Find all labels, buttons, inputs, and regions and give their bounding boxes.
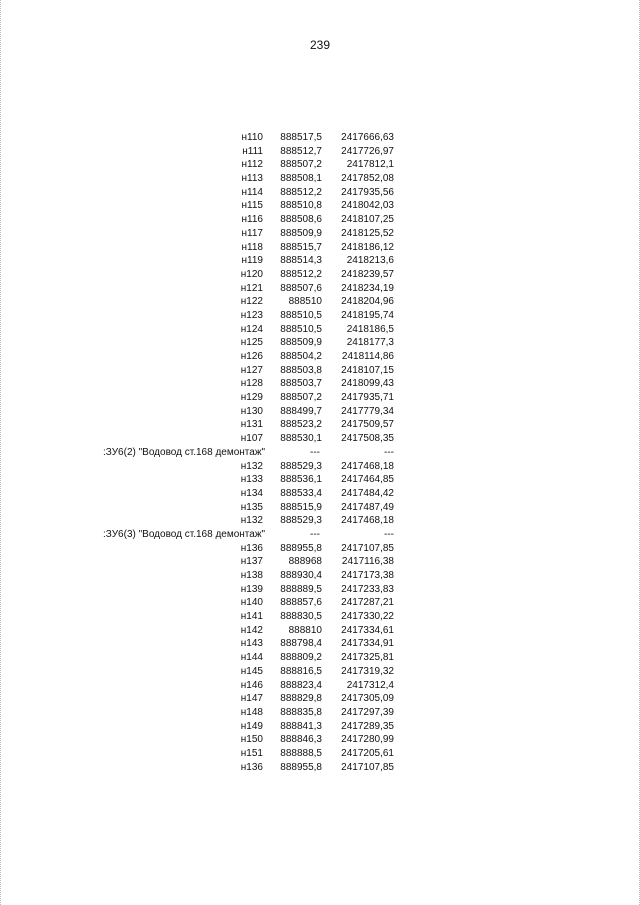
- coord-y: 2417508,35: [341, 433, 394, 445]
- coord-y: 2418234,19: [341, 282, 394, 294]
- coord-y: 2417280,99: [341, 734, 394, 746]
- coord-x: 888930,4: [280, 570, 322, 581]
- coord-x: 888523,2: [280, 419, 322, 431]
- section-header-row: [100, 446, 400, 460]
- coord-y: 2418042,03: [341, 200, 394, 212]
- coord-y: 2417852,08: [341, 173, 394, 185]
- coord-y: 2418125,52: [341, 227, 394, 239]
- table-row: [100, 473, 400, 487]
- coord-x: 888889,5: [280, 583, 322, 595]
- coord-x: 888955,8: [280, 542, 322, 554]
- point-id: н122: [240, 296, 263, 308]
- coord-y: 2418186,5: [346, 323, 394, 335]
- table-row: [100, 377, 400, 391]
- point-id: н138: [240, 570, 263, 581]
- table-row: [100, 268, 400, 282]
- table-row: [100, 323, 400, 337]
- table-row: [100, 131, 400, 145]
- table-row: [100, 583, 400, 597]
- scan-edge-left: [0, 0, 4, 905]
- coord-y: 2417468,18: [341, 515, 394, 527]
- section-title: :ЗУ6(2) "Водовод ст.168 демонтаж": [103, 446, 266, 458]
- point-id: н124: [240, 323, 263, 335]
- coord-y: 2418099,43: [341, 378, 394, 390]
- coord-x: 888823,4: [280, 679, 322, 691]
- point-id: н133: [240, 474, 263, 486]
- table-row: [100, 610, 400, 624]
- point-id: н150: [240, 734, 263, 746]
- coord-y: 2418213,6: [346, 255, 394, 267]
- coord-y: 2417289,35: [341, 720, 394, 732]
- coord-y: 2417287,21: [341, 597, 394, 609]
- coord-x: 888515,7: [280, 241, 322, 253]
- point-id: н134: [240, 487, 263, 499]
- coord-y: 2418114,86: [341, 351, 394, 362]
- point-id: н115: [241, 200, 263, 212]
- coord-y: 2417116,38: [341, 556, 394, 568]
- coord-y: 2417173,38: [341, 570, 394, 581]
- coord-x: 888503,7: [280, 378, 322, 390]
- coord-x: 888507,2: [280, 392, 322, 404]
- table-row: [100, 747, 400, 761]
- point-id: н110: [241, 132, 263, 143]
- coord-x: 888503,8: [280, 364, 322, 376]
- point-id: н135: [240, 501, 263, 513]
- table-row: [100, 213, 400, 227]
- point-id: н119: [241, 255, 263, 267]
- table-row: [100, 282, 400, 296]
- coord-y: 2417666,63: [341, 132, 394, 143]
- coord-x: 888857,6: [280, 597, 322, 609]
- table-row: [100, 254, 400, 268]
- coord-x: 888835,8: [280, 706, 322, 718]
- point-id: н126: [240, 351, 263, 362]
- coord-x: 888509,9: [280, 337, 322, 349]
- point-id: н143: [240, 638, 263, 650]
- table-row: [100, 199, 400, 213]
- coord-y: 2418239,57: [341, 268, 394, 280]
- coord-y: 2417464,85: [341, 474, 394, 486]
- dash-y: ---: [384, 446, 394, 458]
- table-row: [100, 432, 400, 446]
- coord-y: 2417509,57: [341, 419, 394, 431]
- table-row: [100, 569, 400, 583]
- table-row: [100, 596, 400, 610]
- coord-x: 888529,3: [280, 460, 322, 472]
- dash-y: ---: [384, 528, 394, 540]
- table-row: [100, 733, 400, 747]
- coord-x: 888510,8: [280, 200, 322, 212]
- table-row: [100, 336, 400, 350]
- point-id: н132: [240, 460, 263, 472]
- coord-y: 2417334,61: [341, 624, 394, 636]
- point-id: н147: [240, 693, 263, 705]
- point-id: н116: [241, 214, 263, 226]
- coord-x: 888841,3: [280, 720, 322, 732]
- table-row: [100, 364, 400, 378]
- table-row: [100, 487, 400, 501]
- coord-y: 2417107,85: [341, 542, 394, 554]
- point-id: н136: [240, 761, 263, 773]
- point-id: н128: [240, 378, 263, 390]
- table-row: [100, 350, 400, 364]
- coord-y: 2417205,61: [341, 747, 394, 759]
- point-id: н130: [240, 405, 263, 417]
- point-id: н121: [240, 282, 263, 294]
- table-row: [100, 651, 400, 665]
- point-id: н107: [240, 433, 263, 445]
- table-row: [100, 542, 400, 556]
- coord-x: 888809,2: [280, 652, 322, 664]
- coord-x: 888510: [288, 296, 322, 308]
- point-id: н125: [240, 337, 263, 349]
- point-id: н142: [240, 624, 263, 636]
- coord-y: 2418107,15: [341, 364, 394, 376]
- coord-x: 888830,5: [280, 611, 322, 623]
- table-row: [100, 405, 400, 419]
- point-id: н123: [240, 309, 263, 321]
- coord-y: 2417325,81: [341, 652, 394, 664]
- coord-y: 2417305,09: [341, 693, 394, 705]
- section-header-row: [100, 528, 400, 542]
- coord-y: 2417726,97: [341, 145, 394, 157]
- coord-y: 2418204,96: [341, 296, 394, 308]
- point-id: н140: [240, 597, 263, 609]
- point-id: н146: [240, 679, 263, 691]
- table-row: [100, 145, 400, 159]
- coord-x: 888517,5: [280, 132, 322, 143]
- coord-x: 888846,3: [280, 734, 322, 746]
- point-id: н131: [240, 419, 263, 431]
- scan-edge-right: [636, 0, 640, 905]
- coord-x: 888510,5: [280, 309, 322, 321]
- point-id: н129: [240, 392, 263, 404]
- point-id: н139: [240, 583, 263, 595]
- table-row: [100, 460, 400, 474]
- table-row: [100, 227, 400, 241]
- coord-y: 2418107,25: [341, 214, 394, 226]
- coord-x: 888810: [288, 624, 322, 636]
- coord-y: 2418186,12: [341, 241, 394, 253]
- coord-x: 888829,8: [280, 693, 322, 705]
- coord-x: 888512,2: [280, 268, 322, 280]
- point-id: н136: [240, 542, 263, 554]
- point-id: н137: [240, 556, 263, 568]
- coord-x: 888536,1: [280, 474, 322, 486]
- table-row: [100, 514, 400, 528]
- coord-x: 888507,6: [280, 282, 322, 294]
- section-title: :ЗУ6(3) "Водовод ст.168 демонтаж": [103, 528, 266, 540]
- point-id: н113: [241, 173, 263, 185]
- dash-x: ---: [310, 528, 320, 540]
- table-row: [100, 186, 400, 200]
- table-row: [100, 720, 400, 734]
- coord-x: 888510,5: [280, 323, 322, 335]
- point-id: н117: [241, 227, 263, 239]
- coord-x: 888507,2: [280, 159, 322, 171]
- table-row: [100, 158, 400, 172]
- point-id: н111: [242, 145, 263, 157]
- coord-x: 888499,7: [280, 405, 322, 417]
- point-id: н127: [240, 364, 263, 376]
- point-id: н120: [240, 268, 263, 280]
- coord-x: 888955,8: [280, 761, 322, 773]
- coord-y: 2418195,74: [341, 309, 394, 321]
- table-row: [100, 761, 400, 775]
- coord-x: 888888,5: [280, 747, 322, 759]
- coord-y: 2417935,56: [341, 186, 394, 198]
- coord-x: 888515,9: [280, 501, 322, 513]
- table-row: [100, 692, 400, 706]
- coord-y: 2417319,32: [341, 665, 394, 677]
- coord-y: 2417779,34: [341, 405, 394, 417]
- coord-y: 2417487,49: [341, 501, 394, 513]
- point-id: н132: [240, 515, 263, 527]
- table-row: [100, 418, 400, 432]
- coord-x: 888504,2: [280, 351, 322, 362]
- table-row: [100, 679, 400, 693]
- table-row: [100, 295, 400, 309]
- coord-y: 2417484,42: [341, 487, 394, 499]
- point-id: н148: [240, 706, 263, 718]
- coord-y: 2417297,39: [341, 706, 394, 718]
- point-id: н118: [241, 241, 263, 253]
- page-number: 239: [309, 38, 331, 52]
- coord-y: 2417107,85: [341, 761, 394, 773]
- coord-x: 888512,2: [280, 186, 322, 198]
- coord-x: 888508,6: [280, 214, 322, 226]
- point-id: н149: [240, 720, 263, 732]
- coord-x: 888816,5: [280, 665, 322, 677]
- coord-y: 2418177,3: [346, 337, 394, 349]
- point-id: н114: [241, 186, 263, 198]
- table-row: [100, 637, 400, 651]
- coord-x: 888514,3: [280, 255, 322, 267]
- coord-y: 2417312,4: [346, 679, 394, 691]
- coord-y: 2417812,1: [346, 159, 394, 171]
- coord-y: 2417233,83: [341, 583, 394, 595]
- table-row: [100, 309, 400, 323]
- table-row: [100, 706, 400, 720]
- point-id: н144: [240, 652, 263, 664]
- coord-y: 2417468,18: [341, 460, 394, 472]
- coordinates-table: [100, 131, 400, 774]
- coord-x: 888508,1: [280, 173, 322, 185]
- coord-x: 888533,4: [280, 487, 322, 499]
- coord-x: 888509,9: [280, 227, 322, 239]
- coord-x: 888512,7: [280, 145, 322, 157]
- coord-y: 2417935,71: [341, 392, 394, 404]
- dash-x: ---: [310, 446, 320, 458]
- table-row: [100, 391, 400, 405]
- table-row: [100, 555, 400, 569]
- point-id: н151: [240, 747, 263, 759]
- coord-y: 2417334,91: [341, 638, 394, 650]
- table-row: [100, 241, 400, 255]
- point-id: н145: [240, 665, 263, 677]
- point-id: н112: [241, 159, 263, 171]
- point-id: н141: [240, 611, 263, 623]
- coord-x: 888529,3: [280, 515, 322, 527]
- coord-x: 888968: [288, 556, 322, 568]
- coord-y: 2417330,22: [341, 611, 394, 623]
- table-row: [100, 172, 400, 186]
- table-row: [100, 665, 400, 679]
- coord-x: 888798,4: [280, 638, 322, 650]
- table-row: [100, 624, 400, 638]
- coord-x: 888530,1: [280, 433, 322, 445]
- table-row: [100, 501, 400, 515]
